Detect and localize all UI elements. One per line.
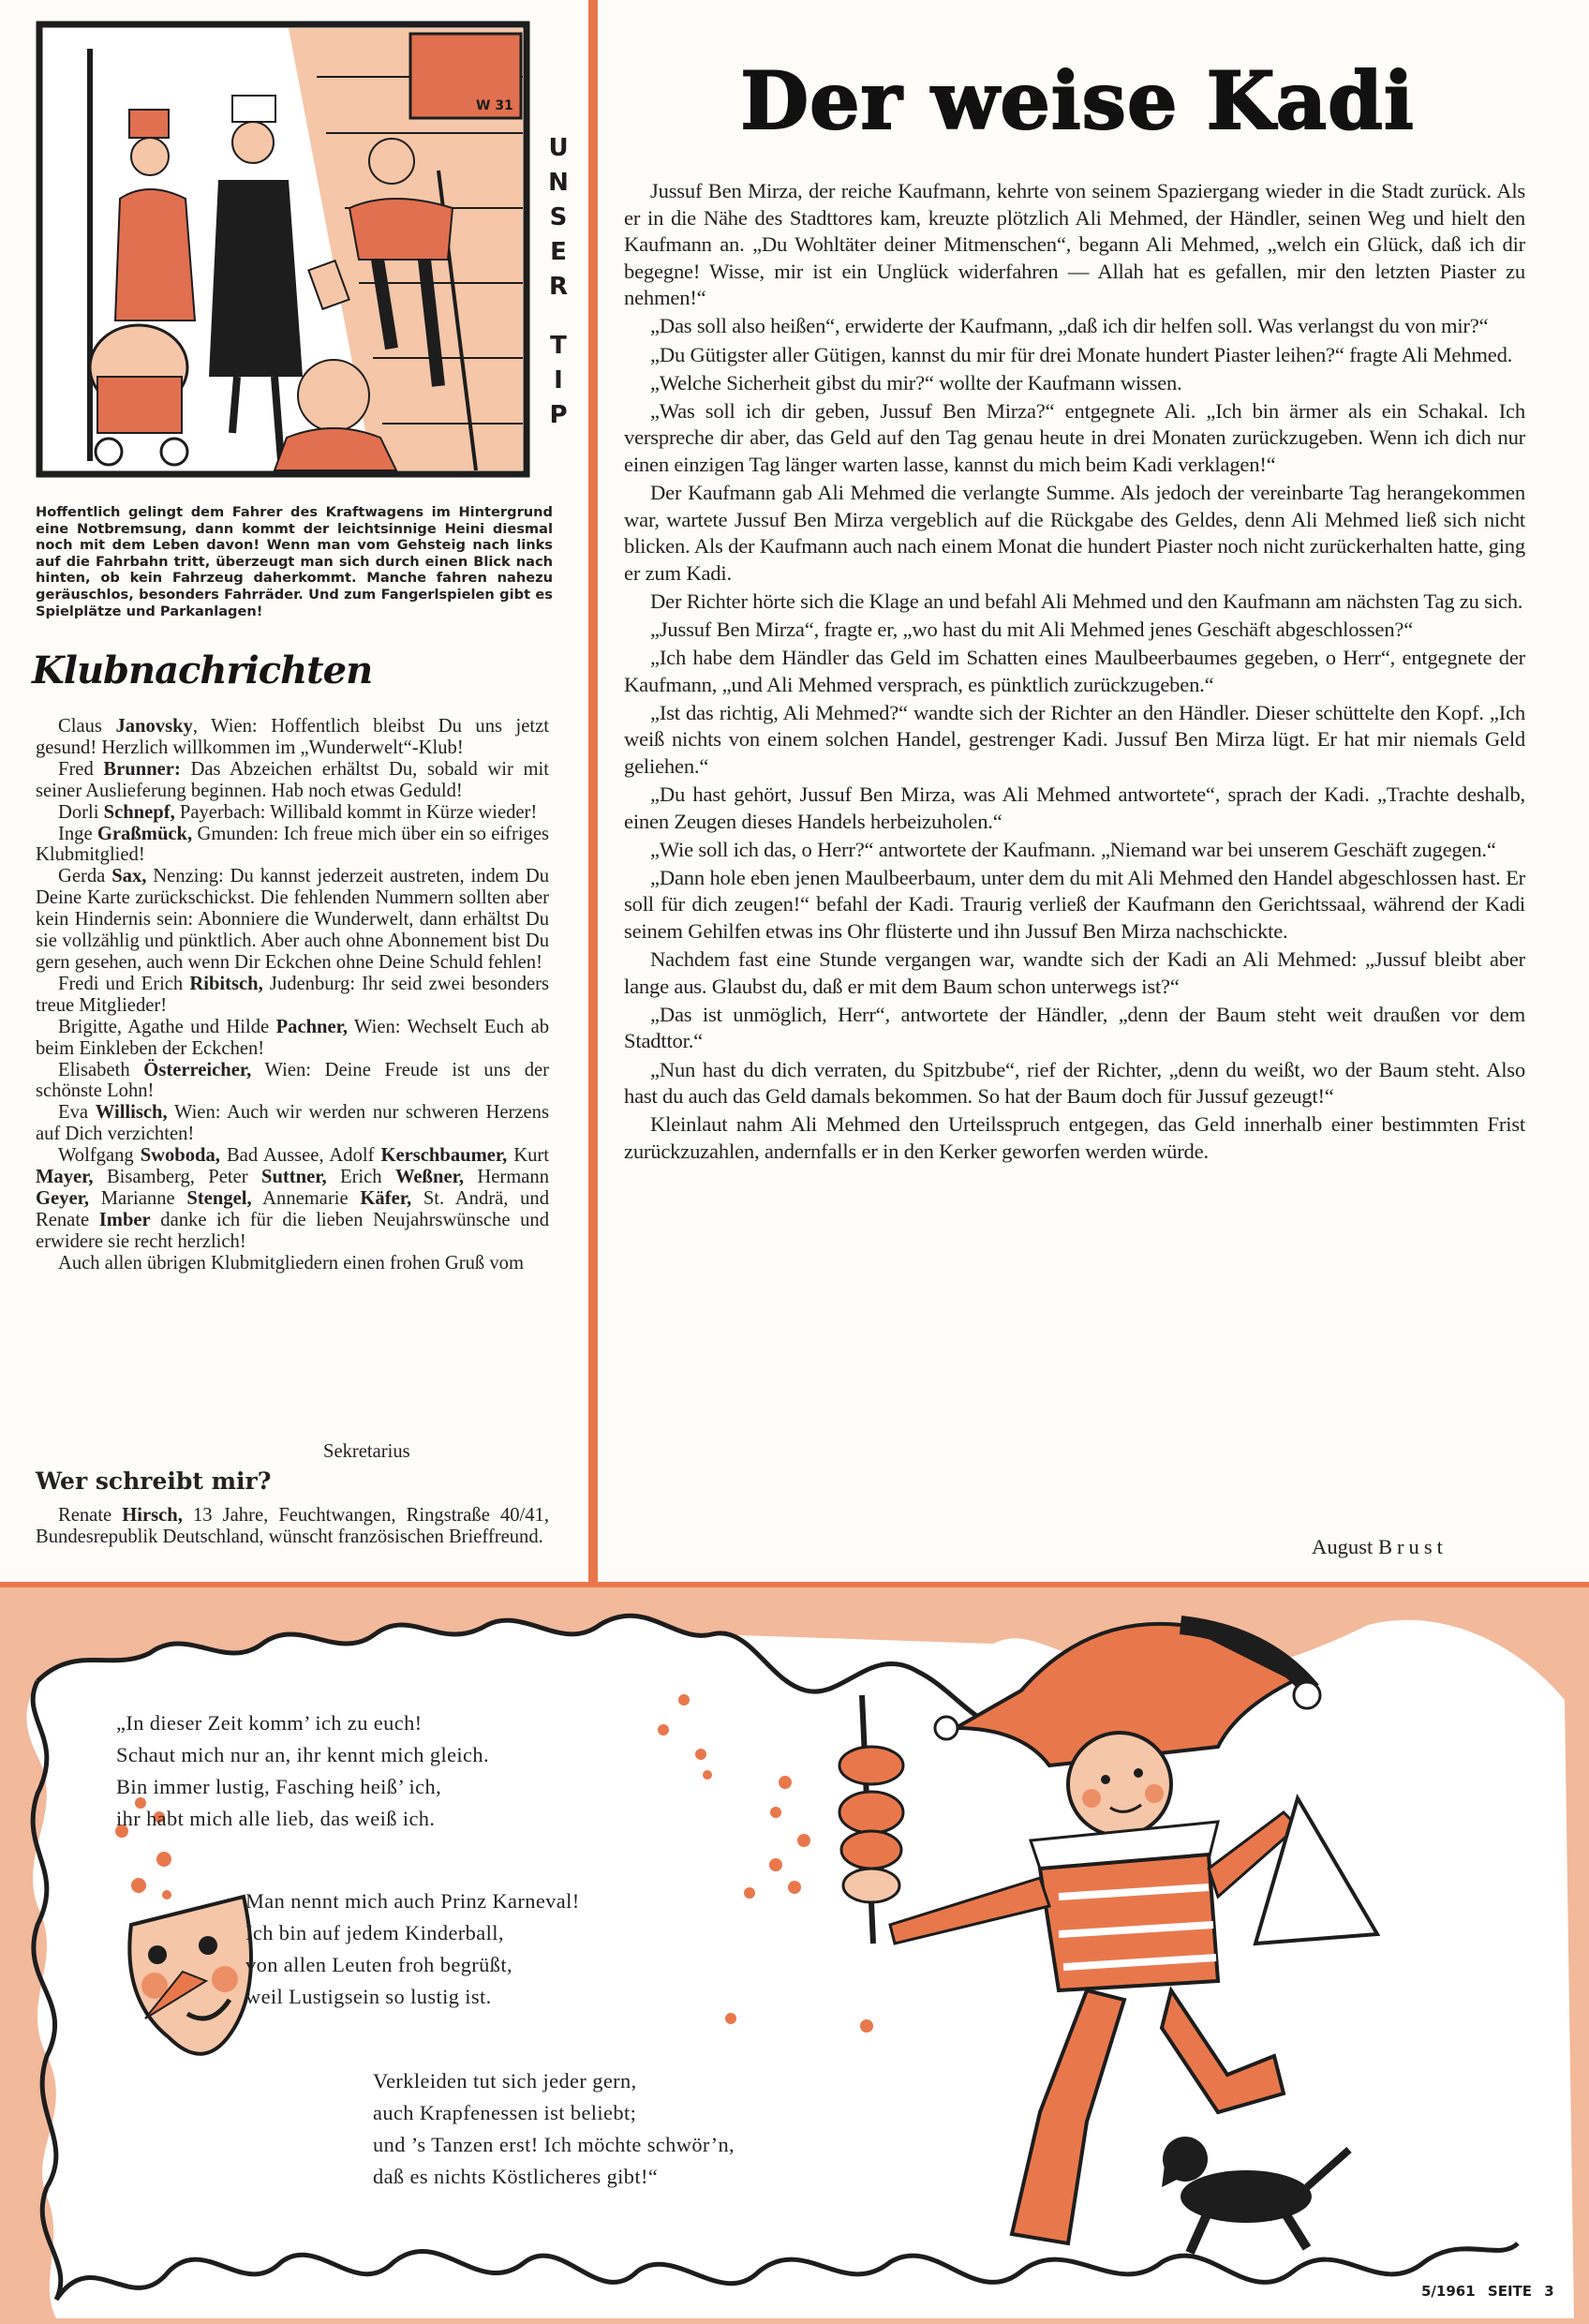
- tip-caption: Hoffentlich gelingt dem Fahrer des Kraftwagens im Hintergrund eine Notbremsung, dann kommt der leichtsinnige Heini diesmal noch mit dem Leben davon! Wenn man vom Gehsteig nach links auf die Fahrbahn tritt, überzeugt man sich durch einen Blick nach hinten, ob kein Fahrzeug daherkommt. Manche fahren nahezu geräuschlos, besonders Fahrräder. Und zum Fangerlspielen gibt es Spielplätze und Parkanlagen!: [36, 504, 553, 619]
- message-text: Brigitte, Agathe und Hilde: [58, 1016, 276, 1037]
- member-name: Graßmück,: [97, 823, 193, 844]
- message-text: Fred: [58, 758, 104, 780]
- message-text: Wien: Deine Freude ist uns der schönste Lohn!: [36, 1059, 549, 1102]
- message-text: Renate: [58, 1505, 123, 1526]
- tip-letter: S: [549, 203, 568, 231]
- story-paragraph: „Jussuf Ben Mirza“, fragte er, „wo hast du mit Ali Mehmed jenes Geschäft abgeschlossen?“: [650, 618, 1414, 641]
- poem-stanza-2: [245, 1885, 580, 2013]
- message-text: Gmunden: Ich freue mich über ein so eifriges Klubmitglied!: [36, 823, 549, 866]
- poem-line: und ’s Tanzen erst! Ich möchte schwör’n,: [373, 2133, 735, 2156]
- issue-number: 5/1961: [1421, 2283, 1476, 2300]
- story-paragraph: Jussuf Ben Mirza, der reiche Kaufmann, kehrte von seinem Spaziergang wieder in die Stadt zurück. Als er in die Nähe des Stadttores kam, kreuzte plötzlich Ali Mehmed, der Händler, seinen Weg und hielt den Kaufmann an. „Du Wohltäter deiner Mitmenschen“, begann Ali Mehmed, „welch ein Glück, daß ich dir begegne! Wisse, mir ist ein Unglück widerfahren — Allah hat es gefallen, mir den letzten Piaster zu nehmen!“: [624, 179, 1525, 310]
- story-author: [1312, 1535, 1448, 1559]
- message-text: Gerda: [58, 866, 112, 887]
- poem-line: Schaut mich nur an, ihr kennt mich gleich.: [116, 1743, 489, 1766]
- message-text: Das Abzeichen erhältst Du, sobald wir mit seiner Auslieferung beginnen. Hab noch etwas Geduld!: [36, 758, 549, 801]
- story-paragraph: „Welche Sicherheit gibst du mir?“ wollte der Kaufmann wissen.: [650, 370, 1182, 395]
- column-divider: [588, 0, 598, 1586]
- poem-line: von allen Leuten froh begrüßt,: [245, 1953, 512, 1976]
- message-text: Auch allen übrigen Klubmitgliedern einen frohen Gruß vom: [58, 1252, 524, 1274]
- story-paragraph: „Was soll ich dir geben, Jussuf Ben Mirza?“ entgegnete Ali. „Ich bin ärmer als ein Schakal. Ich verspreche dir aber, das Geld auf den Tag genau heute in drei Monaten zurückzugeben. Wenn ich dich nur einen einzigen Tag länger warten lasse, kannst du mich beim Kadi verklagen!“: [624, 398, 1525, 476]
- message-text: Annemarie: [251, 1187, 361, 1209]
- message-text: danke ich für die lieben Neujahrswünsche und erwidere sie recht herzlich!: [36, 1209, 549, 1252]
- message-text: Kurt: [507, 1145, 550, 1167]
- message-text: Hermann: [464, 1167, 549, 1188]
- poem-line: Ich bin auf jedem Kinderball,: [245, 1921, 504, 1944]
- message-text: Nenzing: Du kannst jederzeit austreten, indem Du Deine Karte zurückschickst. Die fehlenden Nummern sollten aber kein Hindernis sein: Abonniere die Wunderwelt, dann erhältst Du sie vollzählig und pünktlich. Aber auch ohne Abonnement bist Du gern gesehen, auch wenn Dir Eckchen ohne Deine Schuld fehlen!: [36, 866, 549, 973]
- story-paragraph: „Du Gütigster aller Gütigen, kannst du mir für drei Monate hundert Piaster leihen?“ fragte Ali Mehmed.: [650, 342, 1513, 366]
- story-paragraph: Der Kaufmann gab Ali Mehmed die verlangte Summe. Als jedoch der vereinbarte Tag herangekommen war, wartete Jussuf Ben Mirza vergeblich auf die Rückgabe des Geldes, denn Ali Mehmed ließ sich nicht blicken. Als der Kaufmann auch nach einem Monat die hundert Piaster noch nicht zurückerhalten hatte, ging er zum Kadi.: [624, 481, 1525, 585]
- tip-letter: U: [548, 134, 569, 162]
- list-item: [36, 1253, 549, 1274]
- street-sign-text: W 31: [476, 98, 513, 113]
- member-name: Sax,: [111, 866, 147, 887]
- story-paragraph: Kleinlaut nahm Ali Mehmed den Urteilsspruch entgegen, das Geld innerhalb einer bestimmten Frist zurückzuzahlen, andernfalls er in den Kerker geworfen werden würde.: [624, 1112, 1525, 1163]
- poem-stanza-3: [373, 2065, 735, 2193]
- message-text: Elisabeth: [58, 1059, 144, 1080]
- story-paragraph: „Wie soll ich das, o Herr?“ antwortete der Kaufmann. „Niemand war bei unserem Geschäft zugegen.“: [650, 837, 1496, 861]
- member-name: Pachner,: [275, 1016, 349, 1037]
- list-item: [36, 866, 549, 974]
- member-name: Swoboda,: [140, 1145, 220, 1167]
- klubnachrichten-heading: Klubnachrichten: [32, 648, 373, 693]
- story-paragraph: „Dann hole eben jenen Maulbeerbaum, unter dem du mit Ali Mehmed den Handel abgeschlossen hast. Er soll für dich zeugen!“ befahl der Kadi. Traurig verließ der Kaufmann den Gerichtssaal, während der Kadi seinem Gehilfen etwas ins Ohr flüsterte und ihn Jussuf Ben Mirza nachschickte.: [624, 865, 1525, 944]
- message-text: , Wien: Hoffentlich bleibst Du uns jetzt gesund! Herzlich willkommen im „Wunderwelt“-Klub!: [36, 716, 549, 758]
- message-text: Claus: [58, 716, 116, 737]
- message-text: Fredi und Erich: [58, 973, 190, 994]
- story-paragraph: Der Richter hörte sich die Klage an und befahl Ali Mehmed und den Kaufmann am nächsten Tag zu sich.: [650, 588, 1523, 613]
- member-name: Käfer,: [360, 1187, 412, 1209]
- member-name: Kerschbaumer,: [380, 1145, 508, 1167]
- member-name: Österreicher,: [143, 1059, 252, 1080]
- author-last-name: Brust: [1377, 1535, 1448, 1558]
- wer-schreibt-heading: Wer schreibt mir?: [36, 1467, 272, 1495]
- member-name: Stengel,: [186, 1187, 252, 1209]
- tip-letter: R: [548, 273, 569, 301]
- message-text: Wien: Wechselt Euch ab beim Einkleben der Eckchen!: [36, 1016, 550, 1059]
- poem-line: weil Lustigsein so lustig ist.: [245, 1985, 492, 2008]
- list-item: [36, 716, 549, 759]
- poem-line: Bin immer lustig, Fasching heiß’ ich,: [116, 1775, 442, 1798]
- message-text: Dorli: [58, 801, 104, 823]
- street-scene-illustration: [36, 21, 530, 478]
- message-text: Bad Aussee, Adolf: [219, 1145, 381, 1167]
- message-text: Eva: [58, 1102, 96, 1124]
- member-name: Ribitsch,: [189, 973, 263, 994]
- story-paragraph: „Ich habe dem Händler das Geld im Schatten eines Maulbeerbaumes gegeben, o Herr“, entgegnete der Kaufmann, „und Ali Mehmed versprach, es pünktlich zurückzugeben.“: [624, 646, 1525, 696]
- story-paragraph: „Das ist unmöglich, Herr“, antwortete der Händler, „denn der Baum steht weit draußen vor dem Stadttor.“: [624, 1002, 1525, 1053]
- klub-signature: Sekretarius: [323, 1441, 410, 1462]
- list-item: [36, 1102, 549, 1145]
- message-text: Wien: Auch wir werden nur schweren Herzens auf Dich verzichten!: [36, 1102, 549, 1145]
- pen-pal-request: [36, 1505, 549, 1548]
- list-item: [36, 802, 549, 824]
- tip-letter: N: [548, 169, 569, 197]
- message-text: 13 Jahre, Feuchtwangen, Ringstraße 40/41, Bundesrepublik Deutschland, wünscht französischen Brieffreund.: [36, 1505, 549, 1547]
- message-text: Judenburg: Ihr seid zwei besonders treue Mitglieder!: [36, 973, 549, 1016]
- list-item: [36, 1017, 549, 1060]
- list-item: [36, 974, 549, 1017]
- tip-letter: I: [554, 366, 563, 395]
- klub-news-list: [36, 716, 549, 1274]
- list-item: [36, 1060, 549, 1103]
- story-paragraph: „Du hast gehört, Jussuf Ben Mirza, was Ali Mehmed antwortete“, sprach der Kadi. „Trachte deshalb, einen Zeugen dieses Handels herbeizuholen.“: [624, 782, 1525, 833]
- story-paragraph: „Ist das richtig, Ali Mehmed?“ wandte sich der Richter an den Händler. Dieser schüttelte den Kopf. „Ich weiß nichts von einem solchen Handel, gestrenger Kadi. Jussuf Ben Mirza lügt. Er hat mir niemals Geld geliehen.“: [624, 700, 1525, 778]
- member-name: Imber: [98, 1209, 151, 1230]
- page-number: SEITE 3: [1487, 2283, 1554, 2300]
- tip-letter: T: [550, 332, 567, 360]
- poem-stanza-1: [116, 1707, 489, 1835]
- tip-letter: E: [550, 238, 567, 266]
- member-name: Suttner,: [261, 1167, 327, 1188]
- message-text: Marianne: [89, 1187, 187, 1209]
- list-item: [36, 759, 549, 802]
- tip-letter: P: [549, 401, 568, 429]
- poem-line: auch Krapfenessen ist beliebt;: [373, 2101, 637, 2124]
- poem-line: Man nennt mich auch Prinz Karneval!: [245, 1889, 580, 1913]
- member-name: Brunner:: [103, 758, 181, 780]
- member-name: Janovsky: [115, 716, 193, 737]
- story-paragraph: Nachdem fast eine Stunde vergangen war, wandte sich der Kadi an Ali Mehmed: „Jussuf bleibt aber lange aus. Glaubst du, daß er mit dem Baum schon unterwegs ist?“: [624, 947, 1525, 998]
- message-text: Wolfgang: [58, 1145, 141, 1167]
- member-name: Mayer,: [36, 1167, 94, 1188]
- story-title: Der weise Kadi: [740, 54, 1415, 147]
- poem-line: „In dieser Zeit komm’ ich zu euch!: [116, 1711, 423, 1735]
- story-paragraph: „Nun hast du dich verraten, du Spitzbube“, rief der Richter, „denn du weißt, wo der Baum steht. Also hast du auch das Geld damals bekommen. So hat der Baum doch für Jussuf gezeugt!“: [624, 1057, 1525, 1109]
- story-paragraph: „Das soll also heißen“, erwiderte der Kaufmann, „daß ich dir helfen soll. Was verlangst du von mir?“: [650, 314, 1489, 338]
- message-text: Bisamberg, Peter: [93, 1167, 261, 1188]
- page-footer: [1421, 2283, 1554, 2300]
- member-name: Geyer,: [36, 1187, 89, 1209]
- message-text: Inge: [58, 823, 97, 844]
- unser-tip-vertical-label: [542, 131, 575, 433]
- message-text: St. Andrä, und Renate: [36, 1187, 550, 1230]
- message-text: Payerbach: Willibald kommt in Kürze wieder!: [174, 801, 538, 823]
- member-name: Willisch,: [95, 1102, 168, 1124]
- member-name: Schnepf,: [103, 801, 175, 823]
- list-item: [36, 824, 549, 867]
- story-body: [624, 178, 1525, 1167]
- carnival-poem-cloud: [0, 1587, 1589, 2324]
- poem-line: ihr habt mich alle lieb, das weiß ich.: [116, 1807, 436, 1830]
- poem-line: daß es nichts Köstlicheres gibt!“: [373, 2165, 659, 2188]
- poem-line: Verkleiden tut sich jeder gern,: [373, 2069, 637, 2093]
- list-item: [36, 1145, 549, 1253]
- member-name: Hirsch,: [122, 1505, 183, 1526]
- member-name: Weßner,: [394, 1167, 464, 1188]
- message-text: Erich: [326, 1167, 395, 1188]
- list-item: [36, 1505, 549, 1548]
- author-first-name: August: [1312, 1535, 1374, 1558]
